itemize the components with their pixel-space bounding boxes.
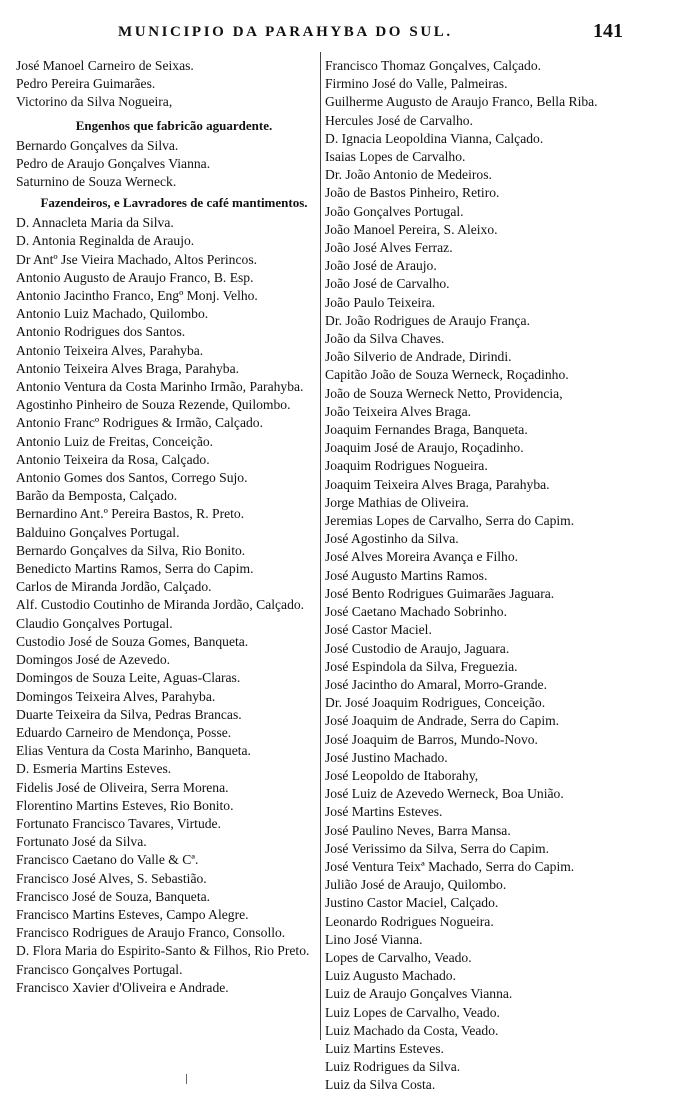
list-item: Antonio Francº Rodrigues & Irmão, Calçado. [16, 415, 263, 431]
list-item: José Manoel Carneiro de Seixas. [16, 58, 194, 73]
list-item: Francisco Rodrigues de Araujo Franco, Consollo. [16, 925, 286, 941]
page-number: 141 [593, 20, 623, 42]
list-item: Luiz de Araujo Gonçalves Vianna. [325, 986, 513, 1002]
list-item: Carlos de Miranda Jordão, Calçado. [16, 579, 212, 595]
list-item: Joaquim Fernandes Braga, Banqueta. [325, 422, 528, 438]
list-item: Antonio Ventura da Costa Marinho Irmão, Parahyba. [16, 379, 304, 395]
list-item: Dr Antº Jse Vieira Machado, Altos Perincos. [16, 251, 258, 267]
list-item: Custodio José de Souza Gomes, Banqueta. [16, 633, 249, 649]
list-item: José Verissimo da Silva, Serra do Capim. [325, 840, 550, 856]
list-item: Francisco Caetano do Valle & Cª. [16, 852, 199, 868]
list-item: José Leopoldo de Itaborahy, [325, 767, 479, 783]
list-item: D. Flora Maria do Espirito-Santo & Filhos, Rio Preto. [16, 943, 310, 959]
list-item: João José de Carvalho. [325, 276, 450, 292]
bottom-mark [186, 1074, 187, 1084]
list-item: José Ventura Teixª Machado, Serra do Capim. [325, 858, 575, 874]
list-item: Balduino Gonçalves Portugal. [16, 524, 180, 540]
list-item: Antonio Luiz Machado, Quilombo. [16, 306, 209, 322]
list-item: Francisco José de Souza, Banqueta. [16, 888, 211, 904]
list-item: Firmino José do Valle, Palmeiras. [325, 76, 508, 92]
list-item: Francisco Xavier d'Oliveira e Andrade. [16, 979, 229, 995]
list-item: Saturnino de Souza Werneck. [16, 174, 177, 190]
list-item: João José Alves Ferraz. [325, 240, 453, 256]
list-item: Hercules José de Carvalho. [325, 112, 473, 128]
list-item: José Caetano Machado Sobrinho. [325, 604, 507, 620]
list-item: Antonio Teixeira da Rosa, Calçado. [16, 451, 210, 467]
list-item: D. Esmeria Martins Esteves. [16, 761, 172, 777]
list-item: Domingos de Souza Leite, Aguas-Claras. [16, 670, 241, 686]
list-item: João de Bastos Pinheiro, Retiro. [325, 185, 500, 201]
list-item: Florentino Martins Esteves, Rio Bonito. [16, 797, 234, 813]
list-item: José Paulino Neves, Barra Mansa. [325, 822, 511, 838]
list-item: José Luiz de Azevedo Werneck, Boa União. [325, 786, 564, 802]
list-item: Francisco Martins Esteves, Campo Alegre. [16, 906, 249, 922]
list-item: Lino José Vianna. [325, 931, 423, 947]
list-item: José Justino Machado. [325, 749, 448, 765]
list-item: Bernardo Gonçalves da Silva. [16, 137, 179, 153]
list-item: Jeremias Lopes de Carvalho, Serra do Capim. [325, 513, 575, 529]
list-item: Luiz Rodrigues da Silva. [325, 1059, 461, 1075]
list-item: Luiz da Silva Costa. [325, 1077, 436, 1093]
list-item: Fortunato Francisco Tavares, Virtude. [16, 815, 221, 831]
list-item: João Paulo Teixeira. [325, 294, 436, 310]
list-item: João de Souza Werneck Netto, Providencia, [325, 385, 563, 401]
list-item: Luiz Machado da Costa, Veado. [325, 1022, 499, 1038]
list-item: José Bento Rodrigues Guimarães Jaguara. [325, 585, 555, 601]
list-item: Dr. José Joaquim Rodrigues, Conceição. [325, 695, 546, 711]
list-item: Fidelis José de Oliveira, Serra Morena. [16, 779, 229, 795]
list-item: Bernardo Gonçalves da Silva, Rio Bonito. [16, 542, 246, 558]
list-item: Luiz Augusto Machado. [325, 968, 457, 984]
list-item: Antonio Teixeira Alves, Parahyba. [16, 342, 204, 358]
list-item: D. Antonia Reginalda de Araujo. [16, 233, 195, 249]
list-item: Fortunato José da Silva. [16, 834, 147, 850]
list-item: Barão da Bemposta, Calçado. [16, 488, 178, 504]
list-item: Benedicto Martins Ramos, Serra do Capim. [16, 561, 254, 577]
list-item: Domingos Teixeira Alves, Parahyba. [16, 688, 216, 704]
list-item: João Gonçalves Portugal. [325, 203, 464, 219]
list-item: Duarte Teixeira da Silva, Pedras Brancas. [16, 706, 242, 722]
list-item: Guilherme Augusto de Araujo Franco, Bella Riba. [325, 94, 598, 110]
list-item: Antonio Luiz de Freitas, Conceição. [16, 433, 214, 449]
list-item: Bernardino Ant.º Pereira Bastos, R. Preto. [16, 506, 245, 522]
list-item: Francisco Thomaz Gonçalves, Calçado. [325, 58, 542, 73]
list-item: João da Silva Chaves. [325, 331, 445, 347]
list-item: Pedro de Araujo Gonçalves Vianna. [16, 155, 211, 171]
left-column [16, 57, 332, 997]
list-item: José Augusto Martins Ramos. [325, 567, 488, 583]
list-item: José Espindola da Silva, Freguezia. [325, 658, 518, 674]
list-item: Antonio Gomes dos Santos, Corrego Sujo. [16, 470, 248, 486]
column-divider [320, 52, 321, 1040]
list-item: José Joaquim de Andrade, Serra do Capim. [325, 713, 560, 729]
list-item: Eduardo Carneiro de Mendonça, Posse. [16, 724, 232, 740]
list-item: Claudio Gonçalves Portugal. [16, 615, 173, 631]
list-item: Dr. João Rodrigues de Araujo França. [325, 312, 530, 328]
list-item: Victorino da Silva Nogueira, [16, 94, 173, 110]
list-item: Domingos José de Azevedo. [16, 652, 171, 668]
list-item: Elias Ventura da Costa Marinho, Banqueta. [16, 743, 251, 759]
list-item: Joaquim José de Araujo, Roçadinho. [325, 440, 524, 456]
list-item: Agostinho Pinheiro de Souza Rezende, Quilombo. [16, 397, 291, 413]
list-item: Francisco José Alves, S. Sebastião. [16, 870, 207, 886]
list-item: Luiz Lopes de Carvalho, Veado. [325, 1004, 500, 1020]
list-item: João Silverio de Andrade, Dirindi. [325, 349, 512, 365]
list-item: Pedro Pereira Guimarães. [16, 76, 156, 92]
list-item: Julião José de Araujo, Quilombo. [325, 877, 507, 893]
list-item: Francisco Gonçalves Portugal. [16, 961, 183, 977]
list-item: Leonardo Rodrigues Nogueira. [325, 913, 494, 929]
list-item: Justino Castor Maciel, Calçado. [325, 895, 499, 911]
list-item: Jorge Mathias de Oliveira. [325, 494, 469, 510]
list-item: Lopes de Carvalho, Veado. [325, 949, 472, 965]
list-item: José Joaquim de Barros, Mundo-Novo. [325, 731, 538, 747]
list-item: Antonio Rodrigues dos Santos. [16, 324, 186, 340]
list-item: Capitão João de Souza Werneck, Roçadinho. [325, 367, 569, 383]
list-item: José Martins Esteves. [325, 804, 443, 820]
list-item: Antonio Augusto de Araujo Franco, B. Esp. [16, 269, 254, 285]
list-item: Alf. Custodio Coutinho de Miranda Jordão, Calçado. [16, 597, 305, 613]
list-item: Isaias Lopes de Carvalho. [325, 149, 466, 165]
list-item: João José de Araujo. [325, 258, 437, 274]
section-heading: Fazendeiros, e Lavradores de café mantimentos. [40, 195, 308, 211]
list-item: D. Annacleta Maria da Silva. [16, 215, 174, 231]
list-item: José Custodio de Araujo, Jaguara. [325, 640, 510, 656]
list-item: Dr. João Antonio de Medeiros. [325, 167, 492, 183]
list-item: José Castor Maciel. [325, 622, 432, 638]
list-item: Joaquim Teixeira Alves Braga, Parahyba. [325, 476, 550, 492]
list-item: João Teixeira Alves Braga. [325, 403, 472, 419]
page-title: MUNICIPIO DA PARAHYBA DO SUL. [118, 24, 453, 40]
list-item: Joaquim Rodrigues Nogueira. [325, 458, 488, 474]
list-item: João Manoel Pereira, S. Aleixo. [325, 221, 498, 237]
section-heading: Engenhos que fabricão aguardente. [75, 117, 273, 133]
list-item: José Jacintho do Amaral, Morro-Grande. [325, 676, 547, 692]
list-item: Antonio Jacintho Franco, Engº Monj. Velho. [16, 288, 258, 304]
list-item: D. Ignacia Leopoldina Vianna, Calçado. [325, 130, 544, 146]
list-item: Antonio Teixeira Alves Braga, Parahyba. [16, 360, 240, 376]
list-item: José Alves Moreira Avança e Filho. [325, 549, 519, 565]
page-header [0, 20, 683, 48]
list-item: Luiz Martins Esteves. [325, 1040, 444, 1056]
right-column [325, 57, 663, 1095]
list-item: José Agostinho da Silva. [325, 531, 459, 547]
